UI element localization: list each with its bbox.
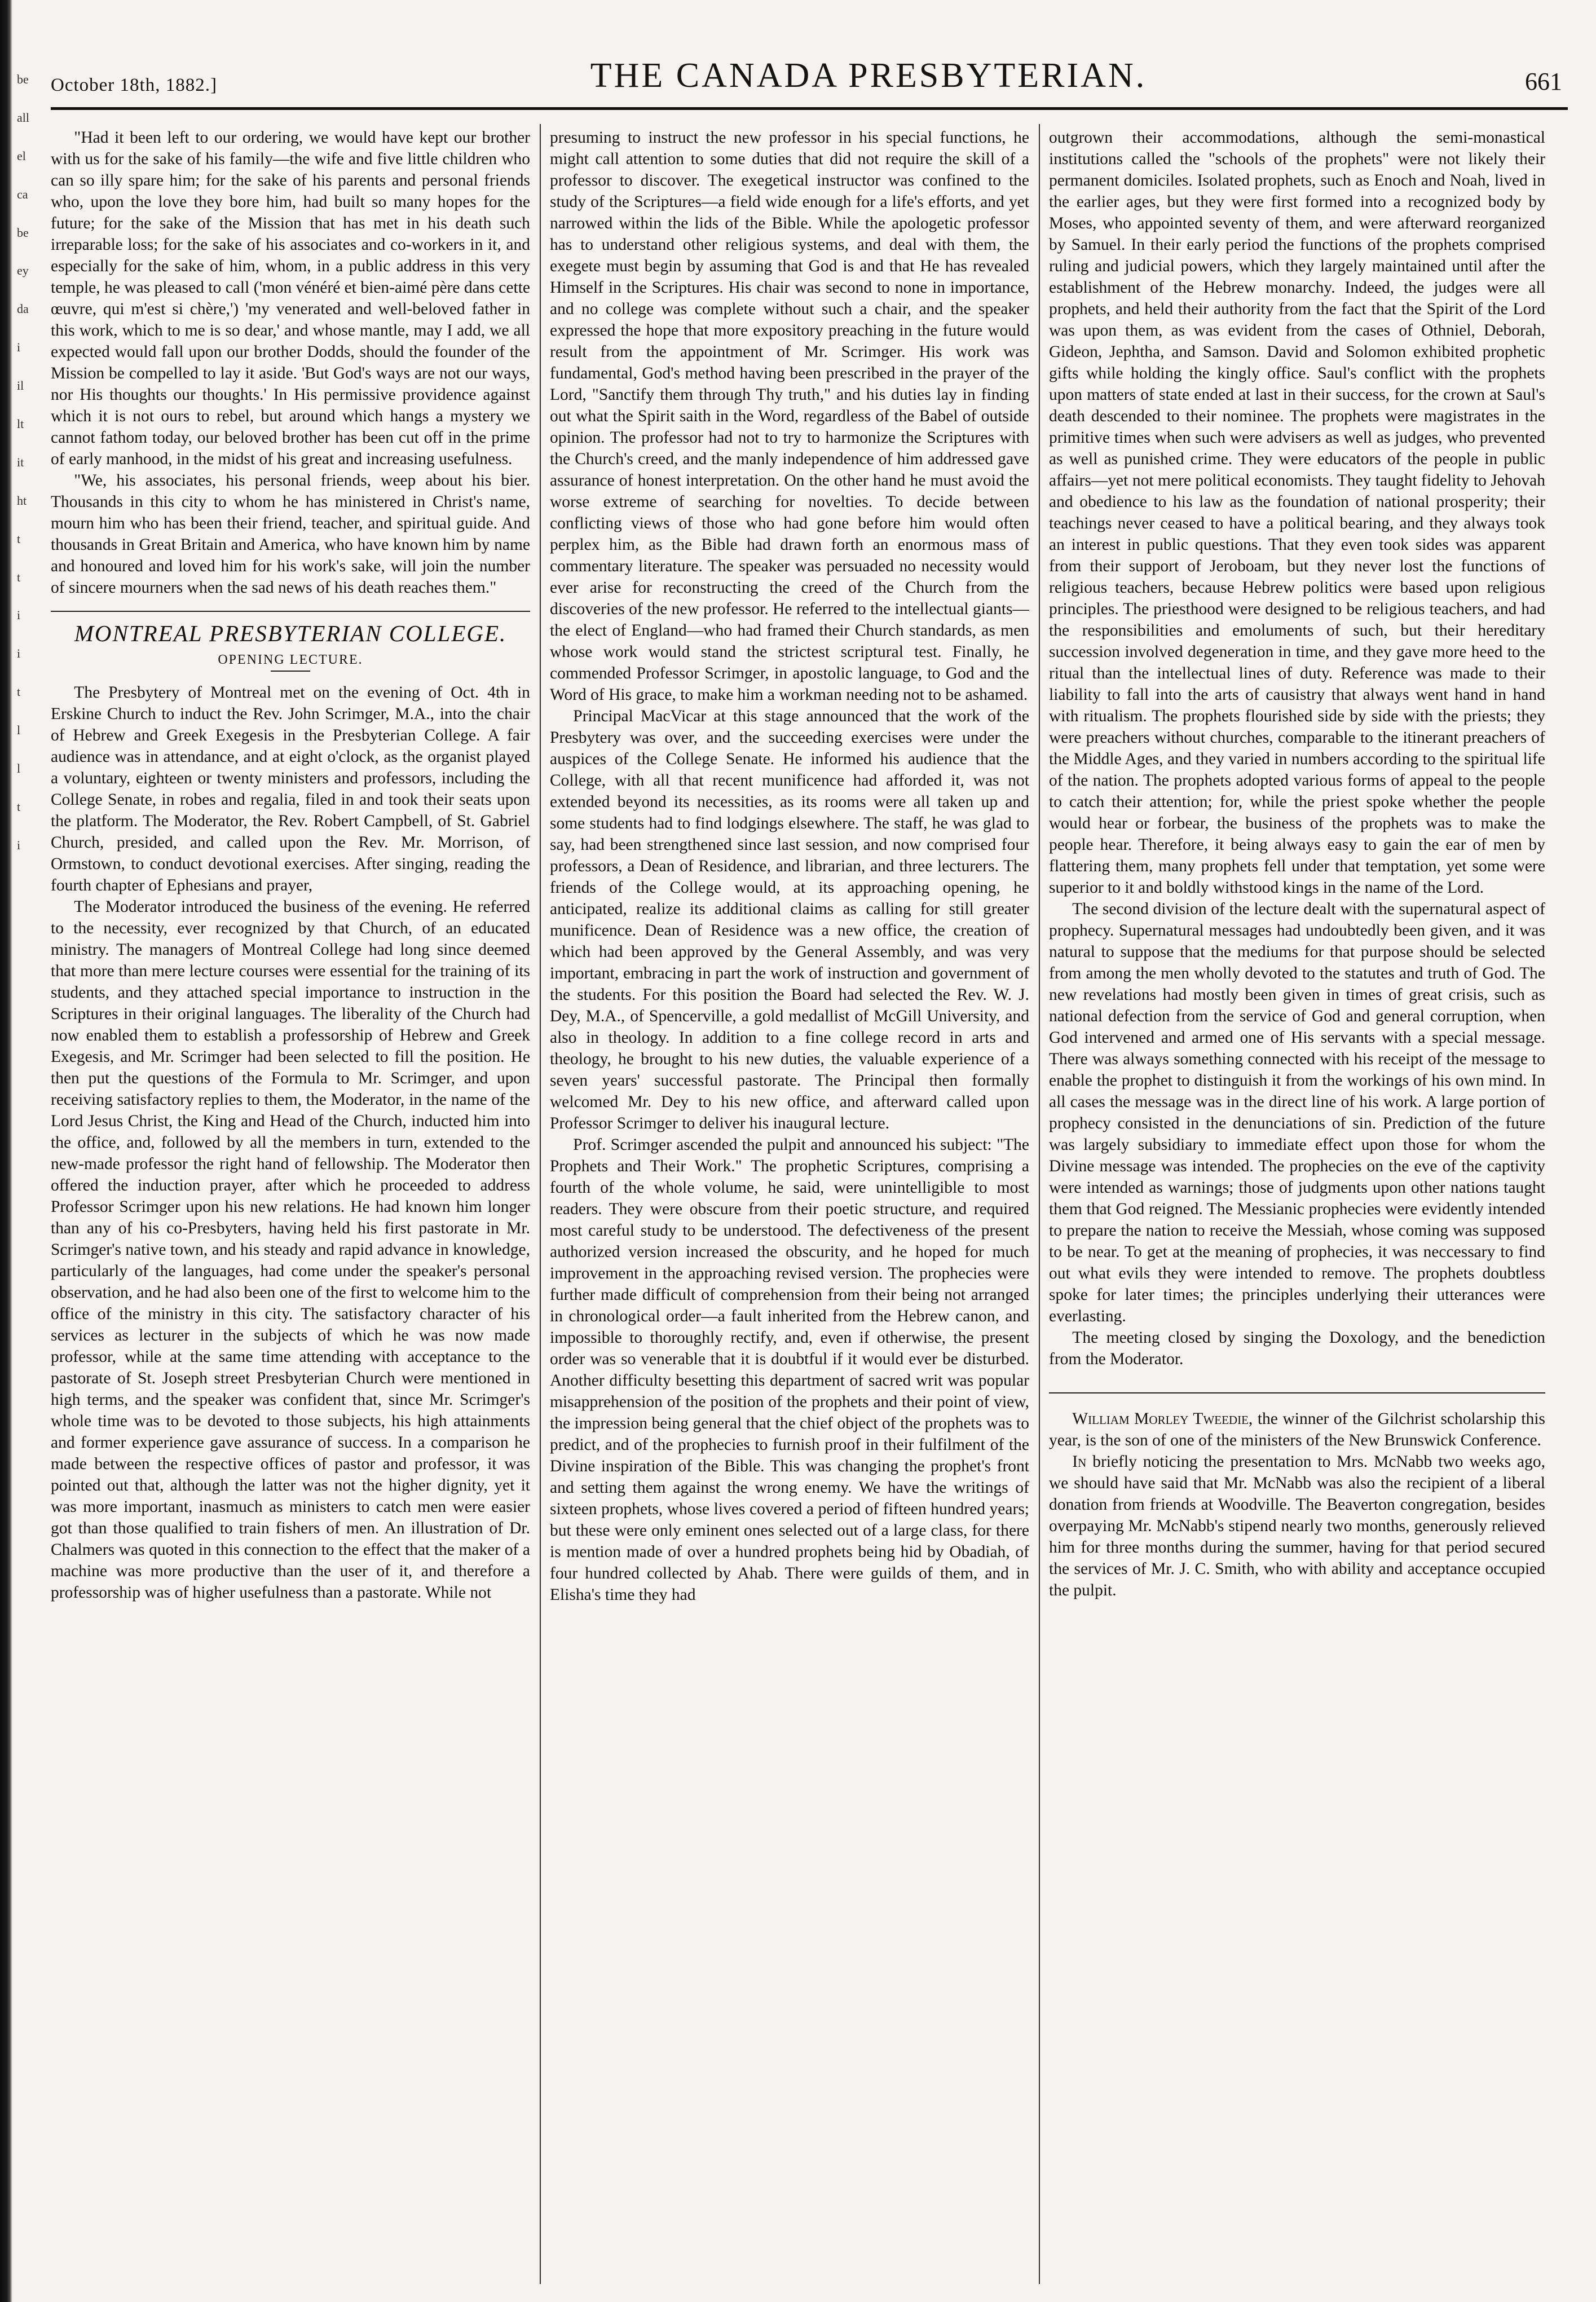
note-text: briefly noticing the presentation to Mrs. McNabb two weeks ago, we should have said that Mr. McNabb was also the recipient of a liberal donation from friends at Woodville. The Beaverton congregation, besides overpaying Mr. McNabb's stipend nearly two months, generously relieved him for three months during the summer, having for that period secured the services of Mr. J. C. Smith, who with ability and acceptance occupied the pulpit. bbox=[1049, 1453, 1545, 1599]
gutter-mark: ey bbox=[17, 263, 29, 278]
news-note bbox=[1049, 1451, 1545, 1601]
gutter-mark: da bbox=[17, 302, 29, 316]
gutter-mark: t bbox=[17, 570, 21, 584]
quote-paragraph-1: "Had it been left to our ordering, we would have kept our brother with us for the sake of his family—the wife and five little children who can so illy spare him; for the sake of his parents and personal friends who, upon the love they bore him, had built so many hopes for the future; for the sake of the Mission that has met in his death such irreparable loss; for the sake of his associates and co-workers in it, and especially for the sake of him, whom, in a public address in this very temple, he was pleased to call ('mon vénéré et bien-aimé père dans cette œuvre, qui m'est si chère,') 'my venerated and well-beloved father in this work, which to me is so dear,' and whose mantle, may I add, we all expected would fall upon our brother Dodds, should the founder of the Mission be compelled to lay it aside. 'But God's ways are not our ways, nor His thoughts our thoughts.' In His permissive providence against which it is not ours to rebel, but around which hangs a mystery we cannot fathom today, our beloved brother has been cut off in the prime of early manhood, in the midst of his great and increasing usefulness. bbox=[51, 129, 530, 468]
gutter-mark: t bbox=[17, 531, 21, 546]
gutter-mark: t bbox=[17, 685, 21, 699]
gutter-mark: be bbox=[17, 72, 29, 86]
gutter-mark: be bbox=[17, 225, 29, 240]
article-paragraph: The second division of the lecture dealt with the supernatural aspect of prophecy. Supernatural messages had undoubtedly been given, and it was natural to suppose that the mediums for that purpose should be selected from among the men wholly devoted to the statutes and truth of God. The new revelations had mostly been given in times of great crisis, such as national defection from the service of God and general corruption, when God intervened and armed one of His servants with a special message. There was always something connected with his receipt of the message to enable the prophet to distinguish it from the workings of his own mind. In all cases the message was in the direct line of his work. A large portion of prophecy consisted in the denunciations of sin. Prediction of the future was largely subsidiary to immediate effect upon those for whom the Divine message was intended. The prophecies on the eve of the captivity were intended as warnings; those of judgments upon other nations taught them that God reigned. The Messianic prophecies were evidently intended to prepare the nation to receive the Messiah, whose coming was supposed to be near. To get at the meaning of prophecies, it was neccessary to find out what evils they were intended to remove. The prophets doubtless spoke for later times; the principles underlying their utterances were everlasting. bbox=[1049, 900, 1545, 1325]
column-1 bbox=[51, 127, 530, 2281]
gutter-mark: i bbox=[17, 608, 21, 623]
article-paragraph: outgrown their accommodations, although the semi-monastical institutions called the "schools of the prophets" were not likely their permanent domiciles. Isolated prophets, such as Enoch and Noah, lived in the earlier ages, but they were first formed into a recognized body by Moses, who appointed seventy of them, and were afterward reorganized by Samuel. In their early period the functions of the prophets comprised ruling and judicial powers, which they largely maintained until after the establishment of the Hebrew monarchy. Indeed, the judges were all prophets, and held their authority from the fact that the Spirit of the Lord was upon them, as was evident from the cases of Othniel, Deborah, Gideon, Jephtha, and Samson. David and Solomon exhibited prophetic gifts while holding the kingly office. Saul's conflict with the prophets upon matters of state ended at last in their success, for the crown at Saul's death descended to their nominee. The prophets were magistrates in the primitive times when such were advisers as well as judges, who prevented as well as punished crime. They were educators of the people in public affairs—yet not mere political economists. They taught fidelity to Jehovah and obedience to his law as the foundation of national prosperity; their teachings never ceased to have a political bearing, and they always took an interest in public questions. That they even took sides was apparent from their support of Jeroboam, but they never lost the functions of religious teachers, because Hebrew politics were based upon religious principles. The priesthood were designed to be religious teachers, and had the responsibilities and emoluments of such, but their hereditary succession involved degeneration in time, and they gave more heed to the ritual than the intellectual lines of duty. Reference was made to their liability to fall into the arts of causistry that always went hand in hand with ritualism. The prophets flourished side by side with the priests; they were preachers without churches, comparable to the itinerant preachers of the Middle Ages, and they varied in numbers according to the spiritual life of the nation. The prophets adopted various forms of appeal to the people to catch their attention; for, while the priest spoke whether the people would hear or forbear, the business of the prophets was to make the people hear. Therefore, it being always easy to gain the ear of men by flattering them, many prophets fell under that temptation, yet some were superior to it and boldly withstood kings in the name of the Lord. bbox=[1049, 129, 1545, 897]
gutter-mark: all bbox=[17, 110, 29, 125]
gutter-mark: el bbox=[17, 148, 26, 163]
binding-edge bbox=[0, 0, 12, 2302]
section-rule bbox=[51, 611, 530, 612]
column-divider-1 bbox=[540, 124, 541, 2284]
section-title: MONTREAL PRESBYTERIAN COLLEGE. bbox=[74, 620, 507, 646]
section-subtitle: OPENING LECTURE. bbox=[218, 652, 363, 667]
gutter-mark: i bbox=[17, 646, 21, 661]
article-paragraph: The Moderator introduced the business of the evening. He referred to the necessity, ever recognized by that Church, of an educated ministry. The managers of Montreal College had long since deemed that more than mere lecture courses were essential for the training of its students, and they attached special importance to instruction in the Scriptures in their original languages. The liberality of the Church had now enabled them to establish a professorship of Hebrew and Greek Exegesis, and Mr. Scrimger had been selected to fill the position. He then put the questions of the Formula to Mr. Scrimger, and upon receiving satisfactory replies to them, the Moderator, in the name of the Lord Jesus Christ, the King and Head of the Church, inducted him into the office, and, followed by all the members in turn, extended to the new-made professor the right hand of fellowship. The Moderator then offered the induction prayer, after which he proceeded to address Professor Scrimger upon his new relations. He had known him longer than any of his co-Presbyters, having held his first pastorate in Mr. Scrimger's native town, and his steady and rapid advance in knowledge, particularly of the languages, had come under the speaker's personal observation, and he had also been one of the first to welcome him to the office of the ministry in this city. The satisfactory character of his services as lecturer in the subjects of which he was now made professor, while at the same time attending with acceptance to the pastorate of St. Joseph street Presbyterian Church were mentioned in high terms, and the speaker was confident that, since Mr. Scrimger's whole time was to be devoted to those subjects, his high attainments and former experience gave assurance of success. In a comparison he made between the respective offices of pastor and professor, it was pointed out that, although the latter was not the higher dignity, yet it was more important, inasmuch as ministers to catch men were easier got than those qualified to train fishers of men. An illustration of Dr. Chalmers was quoted in this connection to the effect that the maker of a machine was more productive than the user of it, and therefore a professorship was of higher usefulness than a pastorate. While not bbox=[51, 898, 530, 1602]
article-paragraph: Prof. Scrimger ascended the pulpit and announced his subject: "The Prophets and Their Work." The prophetic Scriptures, comprising a fourth of the whole volume, he said, were unintelligible to most readers. They were obscure from their poetic structure, and required most careful study to be understood. The defectiveness of the present authorized version increased the obscurity, and he hoped for much improvement in the approaching revised version. The prophecies were further made difficult of comprehension from their being not arranged in chronological order—a fault inherited from the Hebrew canon, and impossible to thoroughly rectify, and, even if otherwise, the present order was so venerable that it is doubtful if it would ever be disturbed. Another difficulty besetting this department of sacred writ was popular misapprehension of the position of the prophets and their point of view, the impression being general that the chief object of the prophets was to predict, and of the prophecies to furnish proof in their fulfilment of the Divine inspiration of the Bible. This was changing the prophet's front and setting them against the wrong enemy. We have the writings of sixteen prophets, whose lives covered a period of fifteen hundred years; but these were only eminent ones selected out of a large class, for there is mention made of over a hundred prophets being hid by Obadiah, of four hundred collected by Ahab. There were guilds of them, and in Elisha's time they had bbox=[550, 1136, 1029, 1604]
gutter-mark: it bbox=[17, 455, 24, 469]
gutter-mark: lt bbox=[17, 417, 24, 431]
gutter-mark: ca bbox=[17, 187, 28, 201]
issue-date: October 18th, 1882.] bbox=[51, 75, 217, 95]
note-name: William Morley Tweedie, bbox=[1072, 1410, 1253, 1428]
newspaper-title: THE CANADA PRESBYTERIAN. bbox=[590, 56, 1147, 95]
gutter-mark: ht bbox=[17, 493, 27, 508]
masthead bbox=[51, 51, 1562, 96]
column-divider-2 bbox=[1039, 124, 1040, 2284]
column-3 bbox=[1049, 127, 1545, 2281]
article-end-rule bbox=[1049, 1392, 1545, 1393]
gutter-mark: i bbox=[17, 837, 21, 852]
column-2 bbox=[550, 127, 1029, 2281]
note-lead: In bbox=[1072, 1453, 1087, 1471]
quote-paragraph-2: "We, his associates, his personal friends, weep about his bier. Thousands in this city to whom he has ministered in Christ's name, mourn him who has been their friend, teacher, and spiritual guide. And thousands in Great Britain and America, who have known him by name and honoured and loved him for his work's sake, will join the number of sincere mourners when the sad news of his death reaches them." bbox=[51, 471, 530, 597]
article-paragraph: presuming to instruct the new professor in his special functions, he might call attention to some duties that did not require the skill of a professor to discover. The exegetical instructor was confined to the study of the Scriptures—a field wide enough for a life's efforts, and yet narrowed within the lids of the Bible. While the apologetic professor has to understand other religious systems, and deal with them, the exegete must begin by assuming that God is and that He has revealed Himself in the Scriptures. His chair was second to none in importance, and no college was complete without such a chair, and the speaker expressed the hope that more expository preaching in the future would result from the appointment of Mr. Scrimger. His work was fundamental, God's method having been prescribed in the prayer of the Lord, "Sanctify them through Thy truth," and his duties lay in finding out what the Spirit saith in the Word, regardless of the Babel of outside opinion. The professor had not to try to harmonize the Scriptures with the Church's creed, and the manly independence of him addressed gave assurance of honest interpretation. On the other hand he must avoid the worse extreme of searching for novelties. To decide between conflicting views of those who had gone before him would often perplex him, as the Bible had drawn forth an enormous mass of commentary literature. The speaker was persuaded no necessity would ever arise for reconstructing the creed of the Church from the discoveries of the new professor. He referred to the intellectual giants—the elect of England—who had framed their Church standards, as men whose work would stand the strictest scriptural test. Finally, he commended Professor Scrimger, in apostolic language, to God and the Word of His grace, to make him a workman needing not to be ashamed. bbox=[550, 129, 1029, 704]
gutter-mark: l bbox=[17, 723, 21, 738]
page-number: 661 bbox=[1525, 68, 1562, 95]
gutter-mark: t bbox=[17, 799, 21, 814]
article-paragraph: The meeting closed by singing the Doxology, and the benediction from the Moderator. bbox=[1049, 1329, 1545, 1368]
article-paragraph: The Presbytery of Montreal met on the evening of Oct. 4th in Erskine Church to induct the Rev. John Scrimger, M.A., into the chair of Hebrew and Greek Exegesis in the Presbyterian College. A fair audience was in attendance, and at eight o'clock, as the organist played a voluntary, eighteen or twenty ministers and professors, including the College Senate, in robes and regalia, filed in and took their seats upon the platform. The Moderator, the Rev. Robert Campbell, of St. Gabriel Church, presided, and called upon the Rev. Mr. Morrison, of Ormstown, to conduct devotional exercises. After singing, reading the fourth chapter of Ephesians and prayer, bbox=[51, 683, 530, 894]
news-note bbox=[1049, 1408, 1545, 1451]
gutter-marks bbox=[17, 73, 36, 852]
gutter-mark: il bbox=[17, 378, 24, 393]
gutter-mark: i bbox=[17, 340, 21, 355]
gutter-mark: l bbox=[17, 761, 21, 776]
article-paragraph: Principal MacVicar at this stage announced that the work of the Presbytery was over, and the succeeding exercises were under the auspices of the College Senate. He informed his audience that the College, with all that recent munificence had afforded it, was not extended beyond its necessities, as its rooms were all taken up and some students had to find lodgings elsewhere. The staff, he was glad to say, had been strengthened since last session, and now comprised four professors, a Dean of Residence, and librarian, and three lecturers. The friends of the College would, at its approaching opening, he anticipated, realize its additional claims as calling for still greater munificence. Dean of Residence was a new office, the creation of which had been approved by the General Assembly, and was very important, embracing in part the work of instruction and government of the students. For this position the Board had selected the Rev. W. J. Dey, M.A., of Spencerville, a gold medallist of McGill University, and also in theology. In addition to a fine college record in arts and theology, he brought to his new duties, the valuable experience of a seven years' successful pastorate. The Principal then formally welcomed Mr. Dey to his new office, and afterward called upon Professor Scrimger to deliver his inaugural lecture. bbox=[550, 707, 1029, 1132]
subtitle-rule bbox=[271, 671, 310, 672]
note-text: the winner of the Gilchrist scholarship this year, is the son of one of the ministers of the New Brunswick Conference. bbox=[1049, 1410, 1545, 1449]
masthead-rule bbox=[51, 107, 1568, 110]
